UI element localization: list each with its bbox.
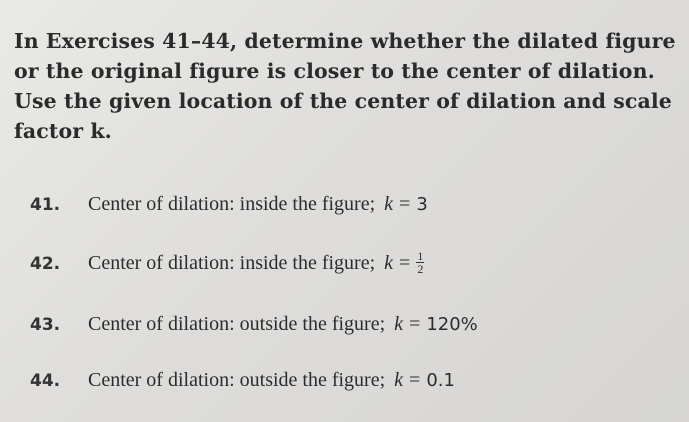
exercise-text: Center of dilation: outside the figure; bbox=[88, 313, 386, 335]
scale-factor-symbol: k bbox=[384, 252, 394, 274]
exercise-43 bbox=[30, 311, 670, 338]
equals-sign: = bbox=[409, 313, 421, 335]
exercise-instructions: In Exercises 41–44, determine whether the dilated figure or the original figure is closer to the center of dilation. Use the given location of the center of dilation and scale factor k. bbox=[14, 29, 676, 143]
exercise-number: 43. bbox=[30, 315, 61, 335]
fraction-numerator: 1 bbox=[417, 248, 424, 263]
exercise-41 bbox=[30, 191, 670, 218]
exercise-text: Center of dilation: inside the figure; bbox=[88, 252, 376, 274]
equals-sign: = bbox=[399, 252, 411, 274]
scale-factor-value: 120% bbox=[426, 314, 478, 335]
scale-factor-fraction bbox=[416, 250, 424, 275]
scale-factor-value: 3 bbox=[416, 194, 428, 215]
equals-sign: = bbox=[409, 369, 421, 391]
exercise-text: Center of dilation: outside the figure; bbox=[88, 369, 386, 391]
exercise-number: 42. bbox=[30, 254, 61, 274]
exercise-44 bbox=[30, 367, 670, 394]
scale-factor-value: 0.1 bbox=[426, 370, 455, 391]
exercise-42 bbox=[30, 250, 670, 277]
exercise-number: 44. bbox=[30, 371, 61, 391]
scale-factor-symbol: k bbox=[394, 369, 404, 391]
exercise-text: Center of dilation: inside the figure; bbox=[88, 193, 376, 215]
equals-sign: = bbox=[399, 193, 411, 215]
scale-factor-symbol: k bbox=[394, 313, 404, 335]
scale-factor-symbol: k bbox=[384, 193, 394, 215]
fraction-denominator: 2 bbox=[417, 261, 424, 276]
exercise-number: 41. bbox=[30, 195, 61, 215]
